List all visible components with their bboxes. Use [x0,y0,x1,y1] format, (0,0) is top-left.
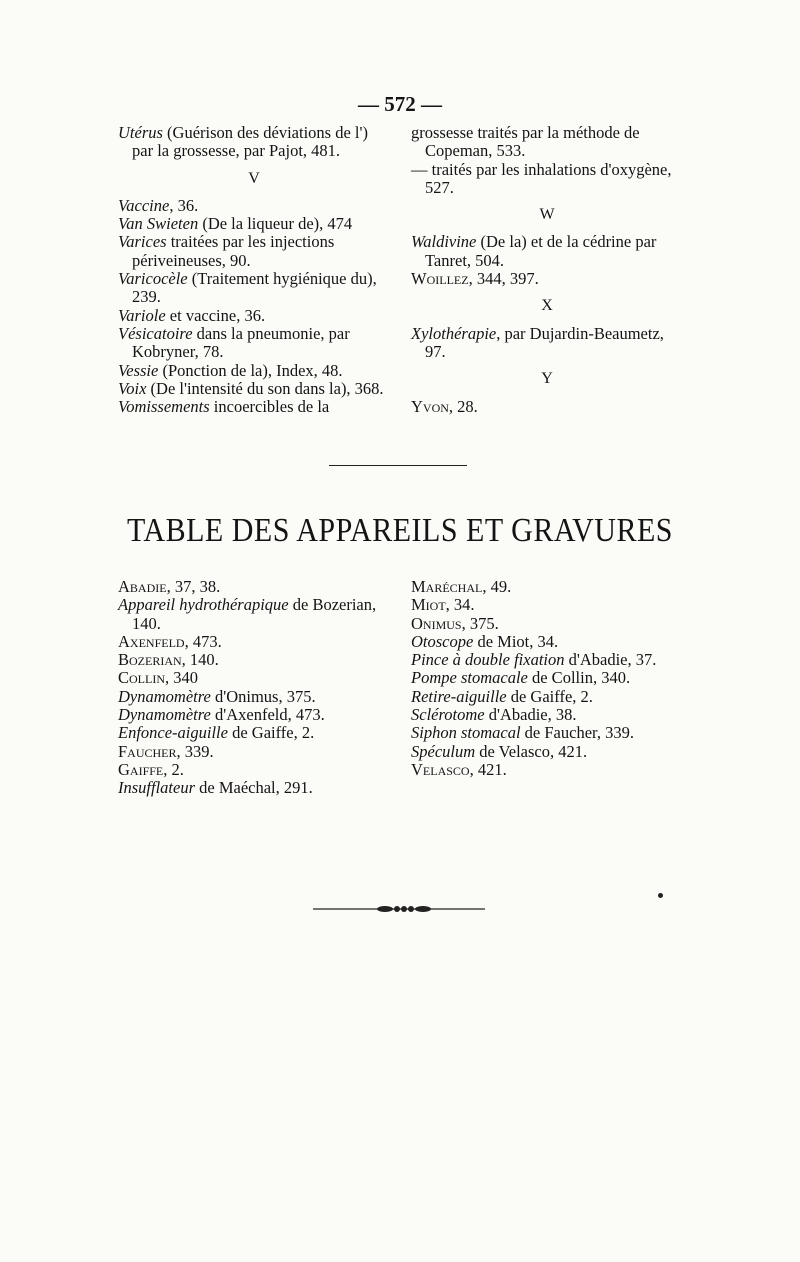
entry-term: Retire-aiguille [411,686,507,706]
entry-text: , 375. [461,613,499,633]
entry-text: de Collin, 340. [527,668,631,688]
entry-text: (De l'intensité du son dans la), 368. [146,378,384,398]
entry-term: Varices [118,232,167,252]
index-entry [411,270,683,288]
index-letter-heading: V [248,169,260,187]
section-divider [329,465,467,466]
entry-text: de Gaiffe, 2. [227,723,315,743]
section-title: TABLE DES APPAREILS ET GRAVURES [127,511,673,549]
entry-term: Dynamomètre [118,705,211,725]
entry-term: Vaccine [118,195,170,215]
entry-name: Collin [118,668,165,688]
entry-name: Gaiffe [118,759,164,779]
entry-term: Van Swieten [118,214,199,234]
entry-text: de Maéchal, 291. [195,778,313,798]
entry-name: Faucher [118,741,177,761]
entry-term: Pince à double fixation [411,650,565,670]
index-entry [118,124,390,161]
entry-text: (Ponction de la), Index, 48. [158,360,343,380]
entry-term: Varicocèle [118,269,188,289]
entry-text: dans la pneumonie, par Kobryner, 78. [132,323,350,362]
entry-text: (De la liqueur de), 474 [198,214,353,234]
appareils-column-right [411,578,683,779]
entry-term: Utérus [118,123,163,142]
entry-term: Variole [118,305,166,325]
entry-name: Onimus [411,613,462,633]
index-entry [118,724,390,742]
index-entry [411,615,683,633]
index-letter-heading: Y [541,370,553,388]
index-entry [411,761,683,779]
entry-term: Sclérotome [411,705,485,725]
appareils-column-left [118,578,390,798]
entry-text: d'Axenfeld, 473. [210,705,325,725]
entry-name: Miot [411,595,446,615]
entry-text: , 421. [469,759,507,779]
entry-text: grossesse traités par la méthode de Copeman, 533. [411,123,640,161]
index-letter-heading: X [541,297,553,315]
entry-term: Otoscope [411,631,474,651]
entry-name: Yvon [411,396,449,416]
index-entry [411,651,683,669]
entry-text: , 2. [163,759,184,779]
index-entry [118,362,390,380]
index-entry [118,651,390,669]
entry-text: , 49. [482,577,512,596]
entry-term: Vomissements [118,397,210,417]
index-entry [118,633,390,651]
index-entry [411,596,683,614]
entry-name: Woillez [411,269,469,289]
index-entry [411,688,683,706]
entry-text: traitées par les injections périveineuses, 90. [132,232,335,270]
index-column-right [411,124,683,416]
index-entry [118,761,390,779]
index-entry [118,688,390,706]
entry-term: Voix [118,378,147,398]
index-entry [411,706,683,724]
entry-text: , 28. [448,396,478,416]
index-entry [118,669,390,687]
entry-name: Velasco [411,759,470,779]
index-entry [118,706,390,724]
index-entry [411,233,683,270]
entry-name: Axenfeld [118,631,185,651]
index-entry [118,215,390,233]
entry-text: d'Abadie, 37. [564,650,657,670]
entry-text: de Gaiffe, 2. [506,686,593,706]
index-entry [411,161,683,198]
entry-text: de Velasco, 421. [475,741,588,761]
index-entry [411,724,683,742]
entry-text: , 344, 397. [468,269,539,289]
entry-text: de Miot, 34. [473,631,559,651]
index-entry [118,398,390,416]
entry-term: Spéculum [411,741,476,761]
end-ornament [313,902,485,916]
page-number: — 572 — [358,92,442,116]
entry-term: Vésicatoire [118,323,193,343]
entry-text: , 36. [169,195,199,215]
entry-text: , 473. [184,631,222,651]
entry-text: , 339. [176,741,214,761]
entry-term: Insufflateur [118,778,195,798]
entry-text: , par Dujardin-Beaumetz, 97. [425,323,664,361]
index-entry [118,233,390,270]
entry-text: (Guérison des déviations de l') par la grossesse, par Pajot, 481. [132,123,368,161]
index-entry [118,596,390,633]
index-entry [411,633,683,651]
entry-text: (De la) et de la cédrine par Tanret, 504. [425,232,657,270]
index-letter-heading: W [539,206,555,224]
index-entry [118,743,390,761]
entry-term: Dynamomètre [118,686,211,706]
entry-text: , 140. [181,650,219,670]
index-entry [118,779,390,797]
entry-text: de Faucher, 339. [520,723,634,743]
entry-name: Abadie [118,577,167,596]
entry-term: Pompe stomacale [411,668,528,688]
entry-name: Maréchal [411,577,483,596]
entry-text: , 340 [165,668,198,688]
entry-text: d'Onimus, 375. [210,686,316,706]
index-entry [411,743,683,761]
entry-term: Xylothérapie [411,323,497,343]
index-entry [118,197,390,215]
index-entry [118,578,390,596]
entry-term: Waldivine [411,232,477,252]
entry-text: d'Abadie, 38. [484,705,577,725]
entry-text: — traités par les inhalations d'oxygène, 527. [411,159,672,197]
index-entry [411,578,683,596]
index-entry [118,325,390,362]
entry-text: , 34. [445,595,475,615]
index-entry [411,669,683,687]
entry-term: Enfonce-aiguille [118,723,228,743]
entry-text: incoercibles de la [209,397,330,417]
index-entry [411,398,683,416]
entry-text: , 37, 38. [166,577,221,596]
index-entry [411,325,683,362]
entry-term: Vessie [118,360,159,380]
index-entry [118,380,390,398]
entry-text: (Traitement hygiénique du), 239. [132,269,377,307]
entry-term: Siphon stomacal [411,723,521,743]
ink-speck [658,893,663,898]
entry-text: et vaccine, 36. [165,305,266,325]
index-entry [118,270,390,307]
index-entry [118,307,390,325]
entry-term: Appareil hydrothérapique [118,595,289,615]
entry-name: Bozerian [118,650,182,670]
entry-text: de Bozerian, 140. [132,595,377,633]
index-entry [411,124,683,161]
index-column-left [118,124,390,416]
